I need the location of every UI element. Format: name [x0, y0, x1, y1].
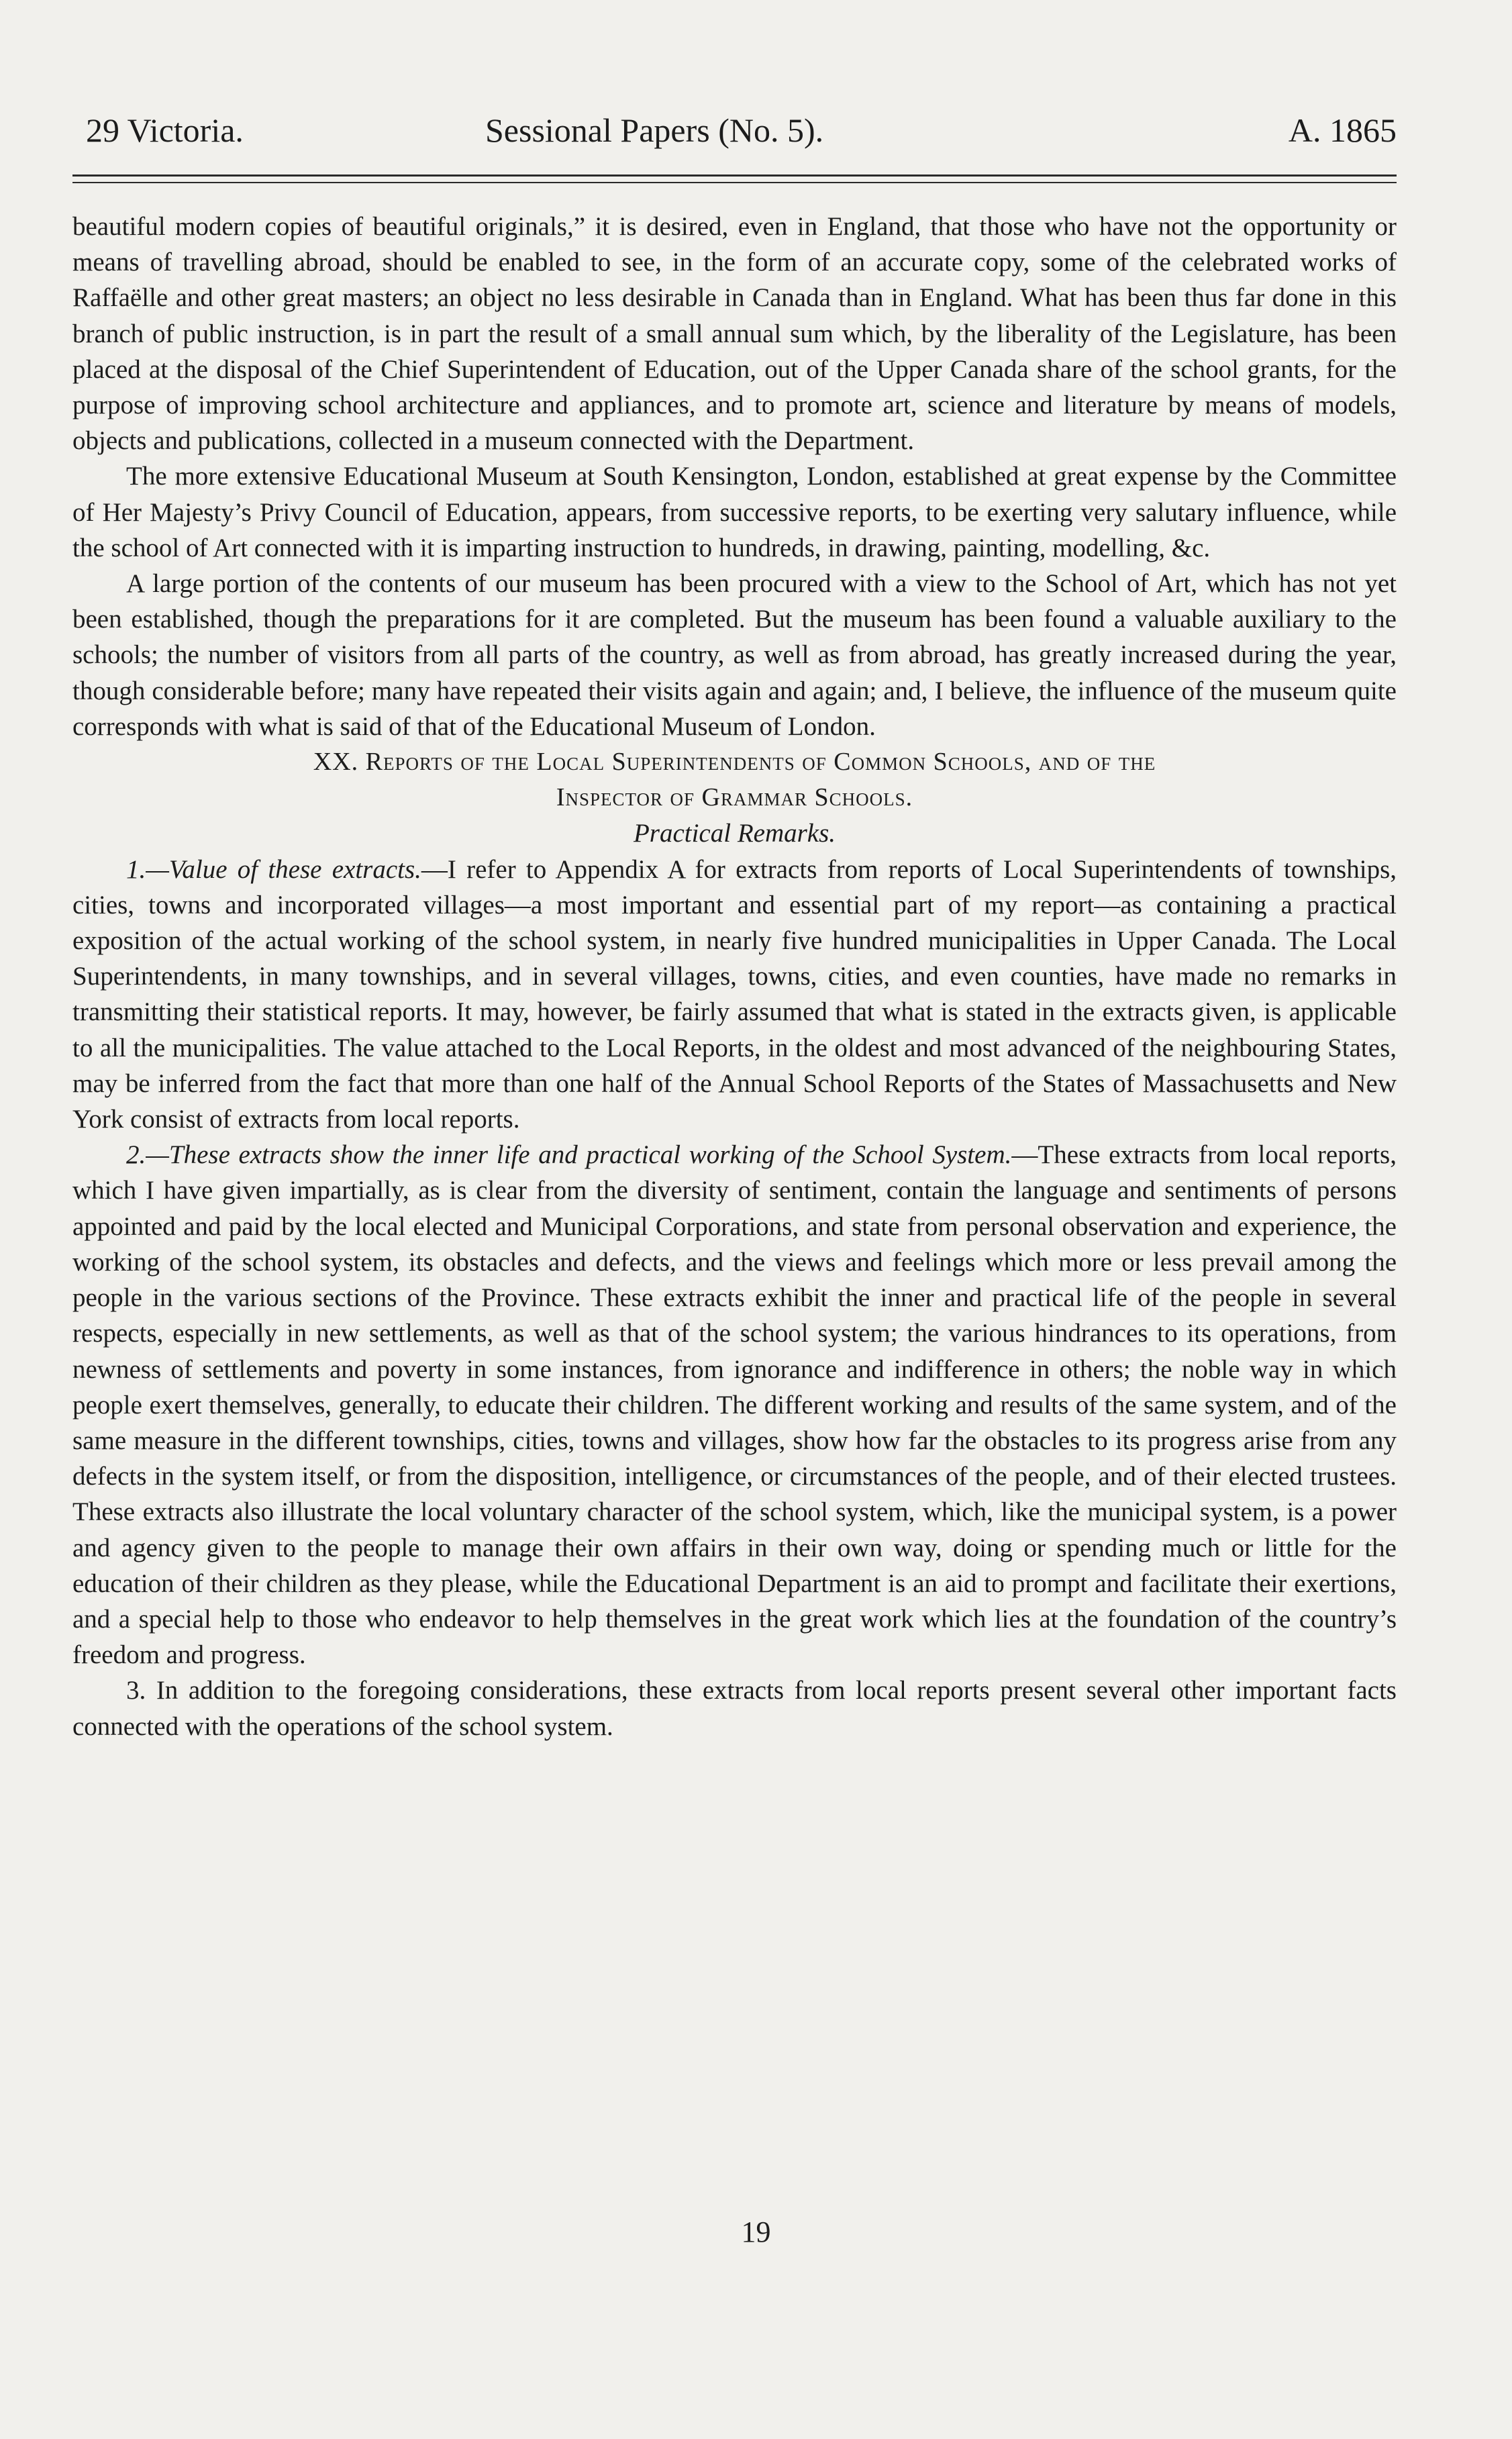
section-heading-line2: Inspector of Grammar Schools.: [556, 783, 913, 812]
remark-3: 3. In addition to the foregoing considerations, these extracts from local reports present several other important facts connected with the operations of the school system.: [72, 1676, 1397, 1741]
remark-1-text: —I refer to Appendix A for extracts from reports of Local Superintendents of townships, cities, towns and incorporated villages—a most important and essential part of my report—as containing a practical exposition of the actual working of the school system, in nearly five hundred municipalities in Upper Canada. The Local Superintendents, in many townships, and in several villages, towns, cities, and even counties, have made no remarks in transmitting their statistical reports. It may, however, be fairly assumed that what is stated in the extracts given, is applicable to all the municipalities. The value attached to the Local Reports, in the oldest and most advanced of the neighbouring States, may be inferred from the fact that more than one half of the Annual School Reports of the States of Massachusetts and New York consist of extracts from local reports.: [72, 854, 1397, 1134]
remark-2-text: —These extracts from local reports, which I have given impartially, as is clear from the diversity of sentiment, contain the language and sentiments of persons appointed and paid by the local elected and Municipal Corporations, and state from personal observation and experience, the working of the school system, its obstacles and defects, and the views and feelings which more or less prevail among the people in the various sections of the Province. These extracts exhibit the inner and practical life of the people in several respects, especially in new settlements, as well as that of the school system; the various hindrances to its operations, from newness of settlements and poverty in some instances, from ignorance and indifference in others; the noble way in which people exert themselves, generally, to educate their children. The different working and results of the same system, and of the same measure in the different townships, cities, towns and villages, show how far the obstacles to its progress arise from any defects in the system itself, or from the disposition, intelligence, or circumstances of the people, and of their elected trustees. These extracts also illustrate the local voluntary character of the school system, which, like the municipal system, is a power and agency given to the people to manage their own affairs in their own way, doing or spending much or little for the education of their children as they please, while the Educational Department is an aid to prompt and facilitate their exertions, and a special help to those who endeavor to help themselves in the great work which lies at the foundation of the country’s freedom and progress.: [72, 1140, 1397, 1670]
remark-2-title: 2.—These extracts show the inner life and practical working of the School System.: [126, 1140, 1012, 1170]
paragraph-continuation: beautiful modern copies of beautiful originals,” it is desired, even in England, that those who have not the opportunity or means of travelling abroad, should be enabled to see, in the form of an accurate copy, some of the celebrated works of Raffaëlle and other great masters; an object no less desirable in Canada than in England. What has been thus far done in this branch of public instruction, is in part the result of a small annual sum which, by the liberality of the Legislature, has been placed at the disposal of the Chief Superintendent of Education, out of the Upper Canada share of the school grants, for the purpose of improving school architecture and appliances, and to promote art, science and literature by means of models, objects and publications, collected in a museum connected with the Department.: [72, 212, 1397, 456]
header-title: Sessional Papers (No. 5).: [485, 111, 824, 149]
section-heading: [72, 744, 1397, 815]
section-subheading: Practical Remarks.: [633, 819, 836, 848]
paragraph-south-kensington: The more extensive Educational Museum at South Kensington, London, established at great expense by the Committee of Her Majesty’s Privy Council of Education, appears, from successive reports, to be exerting very salutary influence, while the school of Art connected with it is imparting instruction to hundreds, in drawing, painting, modelling, &c.: [72, 462, 1397, 562]
header-rule-thin: [72, 182, 1397, 183]
remark-1: [72, 852, 1397, 1138]
remark-1-title: 1.—Value of these extracts.: [126, 854, 421, 884]
paragraph-museum: A large portion of the contents of our museum has been procured with a view to the School of Art, which has not yet been established, though the preparations for it are completed. But the museum has been found a valuable auxiliary to the schools; the number of visitors from all parts of the country, as well as from abroad, has greatly increased during the year, though considerable before; many have repeated their visits again and again; and, I believe, the influence of the museum quite corresponds with what is said of that of the Educational Museum of London.: [72, 569, 1397, 741]
page-number: 19: [741, 2216, 771, 2248]
header-session: 29 Victoria.: [86, 111, 244, 149]
remark-2: [72, 1137, 1397, 1673]
header-year: A. 1865: [1288, 111, 1397, 149]
body-text: [72, 209, 1397, 1744]
running-header: [72, 101, 1397, 175]
header-rule: [72, 175, 1397, 177]
section-heading-line1: XX. Reports of the Local Superintendents of Common Schools, and of the: [313, 748, 1156, 777]
